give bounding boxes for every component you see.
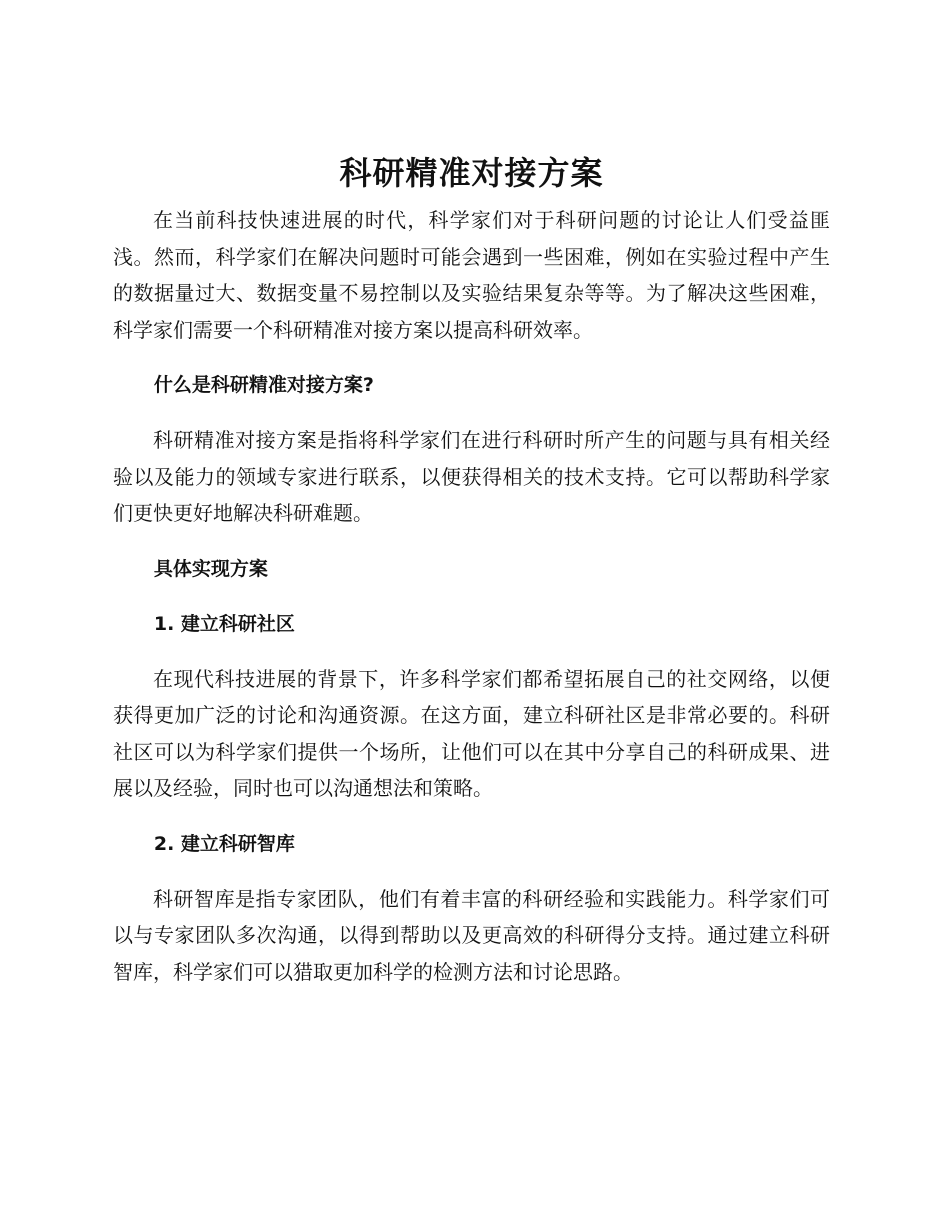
section-heading-what: 什么是科研精准对接方案? — [153, 374, 374, 396]
section-heading-plan: 具体实现方案 — [153, 557, 268, 580]
item-body-1: 在现代科技进展的背景下，许多科学家们都希望拓展自己的社交网络，以便获得更加广泛的讨论和沟通资源。在这方面，建立科研社区是非常必要的。科研社区可以为科学家们提供一个场所，让他们可以在其中分享自己的科研成果、进展以及经验，同时也可以沟通想法和策略。 — [113, 666, 830, 800]
item-body-2: 科研智库是指专家团队，他们有着丰富的科研经验和实践能力。科学家们可以与专家团队多次沟通，以得到帮助以及更高效的科研得分支持。通过建立科研智库，科学家们可以猎取更加科学的检测方法和讨论思路。 — [113, 886, 830, 984]
section-body-what: 科研精准对接方案是指将科学家们在进行科研时所产生的问题与具有相关经验以及能力的领域专家进行联系，以便获得相关的技术支持。它可以帮助科学家们更快更好地解决科研难题。 — [113, 428, 830, 525]
item-heading-2: 2. 建立科研智库 — [153, 832, 295, 855]
document-title: 科研精准对接方案 — [339, 154, 604, 192]
item-heading-1: 1. 建立科研社区 — [153, 612, 295, 635]
intro-paragraph: 在当前科技快速进展的时代，科学家们对于科研问题的讨论让人们受益匪浅。然而，科学家们在解决问题时可能会遇到一些困难，例如在实验过程中产生的数据量过大、数据变量不易控制以及实验结果复杂等等。为了解决这些困难，科学家们需要一个科研精准对接方案以提高科研效率。 — [113, 208, 830, 342]
